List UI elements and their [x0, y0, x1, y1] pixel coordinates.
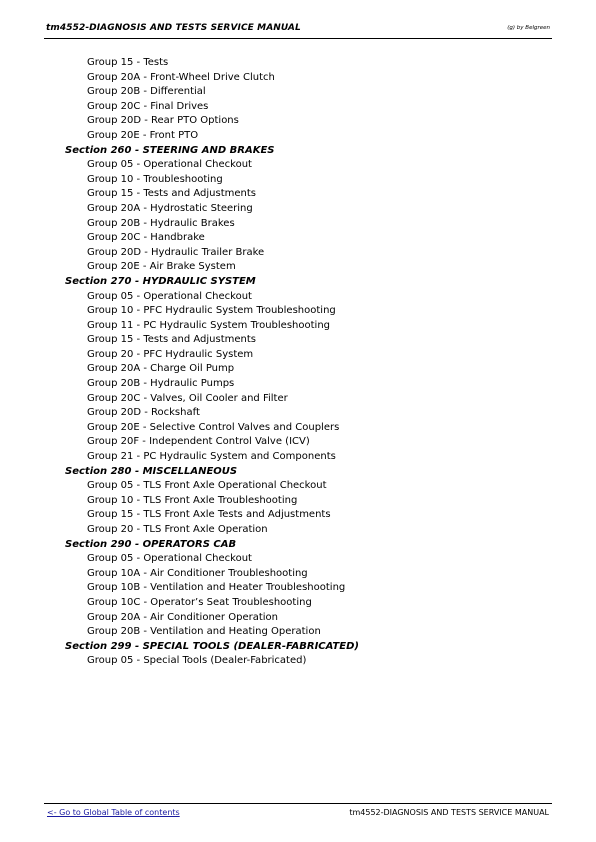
- toc-group-item[interactable]: Group 20D - Hydraulic Trailer Brake: [87, 246, 265, 258]
- toc-group-item[interactable]: Group 20B - Hydraulic Pumps: [87, 378, 235, 390]
- toc-group-item[interactable]: Group 15 - Tests and Adjustments: [87, 334, 257, 346]
- global-toc-link[interactable]: <- Go to Global Table of contents: [47, 808, 180, 817]
- toc-group-item[interactable]: Group 20A - Front-Wheel Drive Clutch: [87, 71, 275, 83]
- toc-group-item[interactable]: Group 20C - Valves, Oil Cooler and Filter: [87, 392, 288, 404]
- table-of-contents: [0, 56, 596, 669]
- toc-section-heading: Section 299 - SPECIAL TOOLS (DEALER-FABRICATED): [65, 640, 359, 652]
- toc-group-item[interactable]: Group 20C - Final Drives: [87, 100, 209, 112]
- brand-mark: (g) by Belgreen: [507, 25, 550, 31]
- toc-group-item[interactable]: Group 11 - PC Hydraulic System Troubleshooting: [87, 319, 331, 331]
- toc-group-item[interactable]: Group 10 - PFC Hydraulic System Troubleshooting: [87, 305, 336, 317]
- toc-group-item[interactable]: Group 15 - Tests and Adjustments: [87, 188, 257, 200]
- toc-group-item[interactable]: Group 20 - PFC Hydraulic System: [87, 348, 254, 360]
- toc-group-item[interactable]: Group 20 - TLS Front Axle Operation: [87, 524, 268, 535]
- toc-group-item[interactable]: Group 15 - TLS Front Axle Tests and Adjustments: [87, 509, 331, 521]
- toc-group-item[interactable]: Group 05 - Operational Checkout: [87, 159, 252, 171]
- toc-group-item[interactable]: Group 20D - Rear PTO Options: [87, 115, 239, 127]
- toc-group-item[interactable]: Group 10C - Operator’s Seat Troubleshooting: [87, 596, 312, 608]
- page-header: [44, 22, 552, 39]
- toc-section-heading: Section 270 - HYDRAULIC SYSTEM: [65, 275, 256, 287]
- toc-group-item[interactable]: Group 20A - Air Conditioner Operation: [87, 611, 278, 623]
- toc-group-item[interactable]: Group 20B - Hydraulic Brakes: [87, 217, 235, 229]
- toc-group-item[interactable]: Group 20A - Charge Oil Pump: [87, 363, 235, 375]
- toc-group-item[interactable]: Group 20A - Hydrostatic Steering: [87, 202, 253, 214]
- toc-group-item[interactable]: Group 20E - Air Brake System: [87, 261, 236, 273]
- toc-group-item[interactable]: Group 20D - Rockshaft: [87, 407, 200, 419]
- manual-title: tm4552-DIAGNOSIS AND TESTS SERVICE MANUAL: [46, 23, 301, 33]
- footer-manual-title: tm4552-DIAGNOSIS AND TESTS SERVICE MANUAL: [349, 808, 549, 817]
- toc-group-item[interactable]: Group 10B - Ventilation and Heater Troubleshooting: [87, 582, 346, 594]
- toc-group-item[interactable]: Group 20B - Differential: [87, 86, 206, 98]
- toc-group-item[interactable]: Group 21 - PC Hydraulic System and Components: [87, 451, 336, 463]
- toc-section-heading: Section 290 - OPERATORS CAB: [65, 538, 237, 550]
- toc-group-item[interactable]: Group 05 - Special Tools (Dealer-Fabricated): [87, 655, 307, 667]
- toc-section-heading: Section 280 - MISCELLANEOUS: [65, 465, 238, 477]
- toc-group-item[interactable]: Group 20E - Front PTO: [87, 129, 199, 141]
- toc-group-item[interactable]: Group 05 - Operational Checkout: [87, 290, 252, 302]
- toc-section-heading: Section 260 - STEERING AND BRAKES: [65, 144, 275, 156]
- toc-group-item[interactable]: Group 10 - TLS Front Axle Troubleshooting: [87, 494, 298, 506]
- toc-group-item[interactable]: Group 10 - Troubleshooting: [87, 173, 223, 185]
- toc-group-item[interactable]: Group 10A - Air Conditioner Troubleshooting: [87, 567, 308, 579]
- page-footer: [44, 803, 552, 822]
- toc-group-item[interactable]: Group 20F - Independent Control Valve (ICV): [87, 436, 310, 448]
- toc-group-item[interactable]: Group 05 - Operational Checkout: [87, 553, 252, 565]
- toc-group-item[interactable]: Group 20C - Handbrake: [87, 232, 205, 244]
- toc-group-item[interactable]: Group 20B - Ventilation and Heating Operation: [87, 626, 321, 638]
- toc-group-item[interactable]: Group 15 - Tests: [87, 57, 169, 68]
- toc-group-item[interactable]: Group 20E - Selective Control Valves and Couplers: [87, 421, 340, 433]
- toc-group-item[interactable]: Group 05 - TLS Front Axle Operational Checkout: [87, 480, 327, 492]
